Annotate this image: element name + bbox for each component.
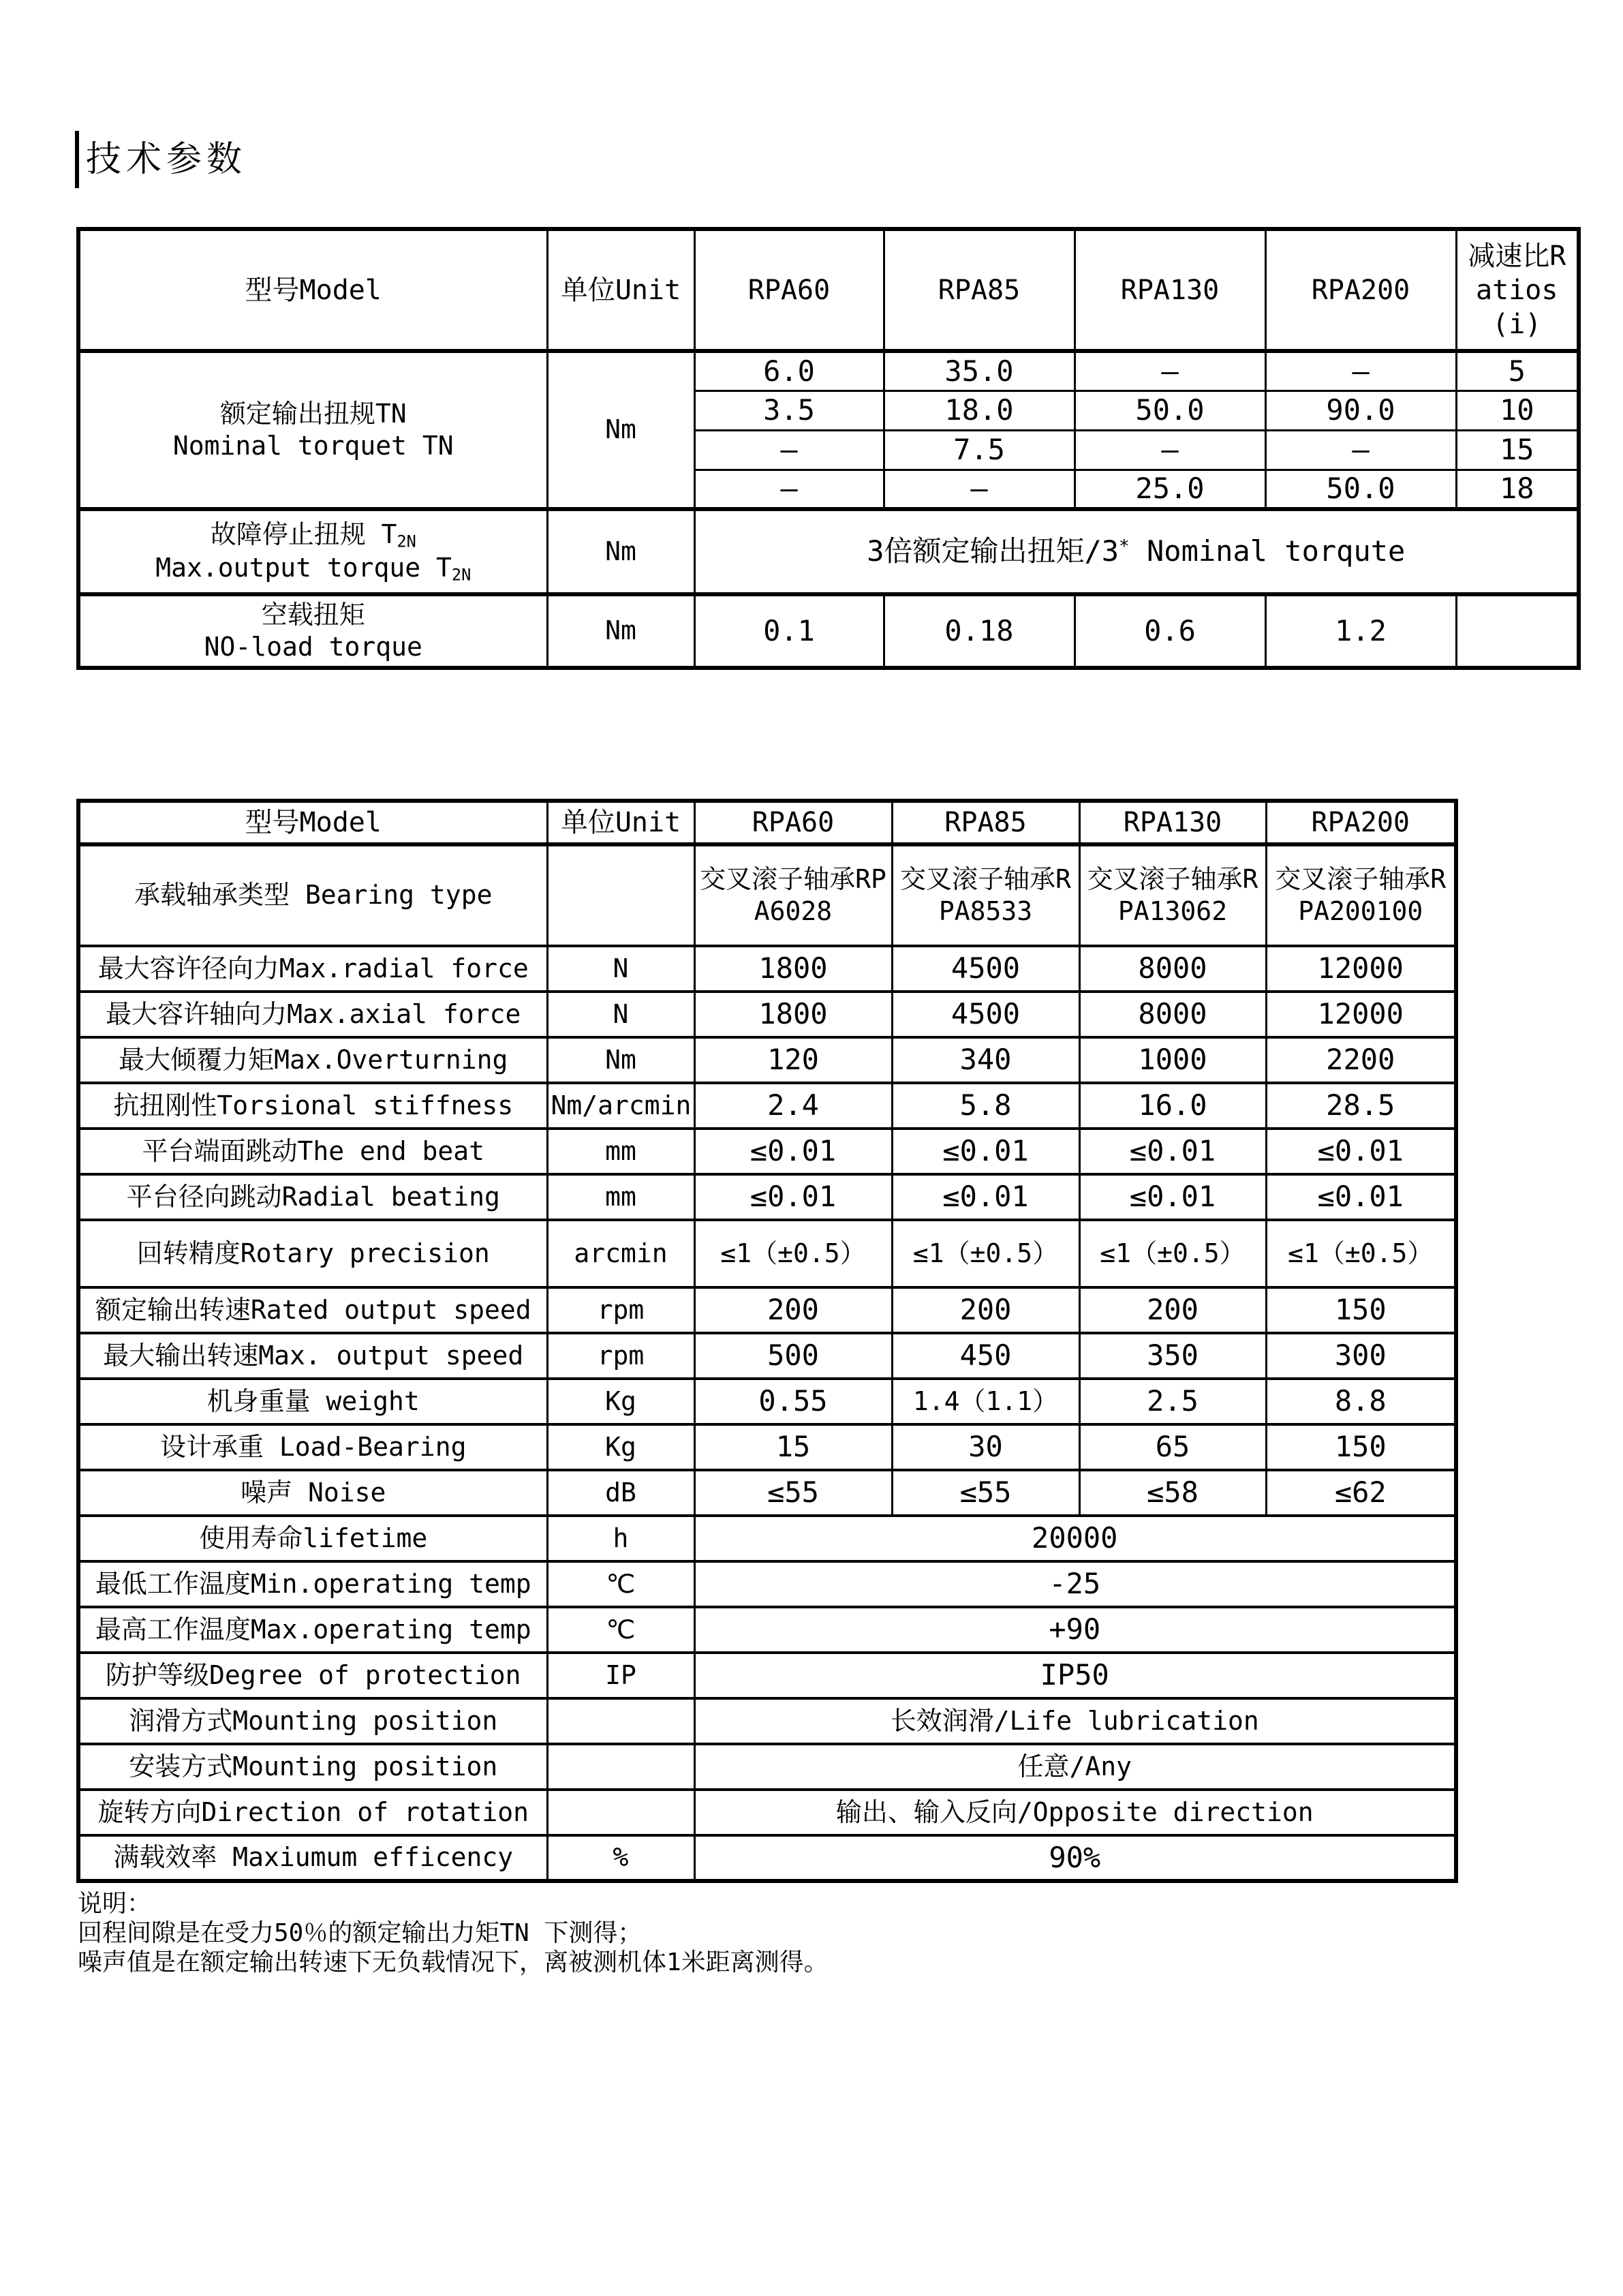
value-cell: 300 bbox=[1266, 1333, 1456, 1379]
ratio-cell: 15 bbox=[1456, 430, 1579, 470]
row-noise bbox=[78, 1470, 1456, 1516]
value-cell: ≤1（±0.5） bbox=[1079, 1220, 1266, 1287]
header-rpa60: RPA60 bbox=[694, 229, 884, 351]
row-lifetime bbox=[78, 1516, 1456, 1561]
value-cell: 0.1 bbox=[694, 594, 884, 668]
no-load-torque-unit: Nm bbox=[547, 594, 694, 668]
row-torsional-stiffness bbox=[78, 1083, 1456, 1129]
span-value-cell: 任意/Any bbox=[694, 1744, 1456, 1790]
no-load-torque-label-en: NO-load torque bbox=[204, 632, 422, 662]
value-cell: 150 bbox=[1266, 1287, 1456, 1333]
value-cell: 28.5 bbox=[1266, 1083, 1456, 1129]
value-cell: — bbox=[1265, 351, 1456, 391]
no-load-torque-row bbox=[78, 594, 1579, 668]
value-cell: 6.0 bbox=[694, 351, 884, 391]
value-cell: 7.5 bbox=[884, 430, 1075, 470]
row-label: 平台径向跳动Radial beating bbox=[78, 1174, 547, 1220]
value-cell: 2200 bbox=[1266, 1037, 1456, 1083]
row-label: 安装方式Mounting position bbox=[78, 1744, 547, 1790]
span-value-cell: 长效润滑/Life lubrication bbox=[694, 1698, 1456, 1744]
header-rpa130: RPA130 bbox=[1079, 801, 1266, 844]
value-cell: 8000 bbox=[1079, 946, 1266, 992]
row-unit: dB bbox=[547, 1470, 694, 1516]
value-cell: 5.8 bbox=[892, 1083, 1079, 1129]
row-unit bbox=[547, 1698, 694, 1744]
ratio-cell: 5 bbox=[1456, 351, 1579, 391]
row-weight bbox=[78, 1379, 1456, 1424]
row-label: 噪声 Noise bbox=[78, 1470, 547, 1516]
row-unit: rpm bbox=[547, 1333, 694, 1379]
value-cell: ≤0.01 bbox=[892, 1174, 1079, 1220]
value-cell: 交叉滚子轴承RPA13062 bbox=[1079, 844, 1266, 946]
max-output-torque-row bbox=[78, 509, 1579, 594]
row-mounting-position bbox=[78, 1744, 1456, 1790]
nominal-torque-label-en: Nominal torquet TN bbox=[172, 431, 454, 461]
value-cell: — bbox=[884, 470, 1075, 509]
value-cell: 4500 bbox=[892, 946, 1079, 992]
nominal-torque-row-1 bbox=[78, 351, 1579, 391]
value-cell: 交叉滚子轴承RPA200100 bbox=[1266, 844, 1456, 946]
header-rpa85: RPA85 bbox=[892, 801, 1079, 844]
value-cell: 12000 bbox=[1266, 946, 1456, 992]
row-end-beat bbox=[78, 1129, 1456, 1174]
row-lubrication bbox=[78, 1698, 1456, 1744]
header-model: 型号Model bbox=[78, 229, 547, 351]
row-unit bbox=[547, 1744, 694, 1790]
row-unit: Kg bbox=[547, 1424, 694, 1470]
row-unit: N bbox=[547, 946, 694, 992]
row-label: 最大容许轴向力Max.axial force bbox=[78, 992, 547, 1037]
value-cell: 1800 bbox=[694, 992, 892, 1037]
header-unit: 单位Unit bbox=[547, 229, 694, 351]
value-cell: 150 bbox=[1266, 1424, 1456, 1470]
row-label: 机身重量 weight bbox=[78, 1379, 547, 1424]
span-value-cell: 90% bbox=[694, 1835, 1456, 1881]
value-cell: 15 bbox=[694, 1424, 892, 1470]
value-cell: 200 bbox=[892, 1287, 1079, 1333]
row-unit: IP bbox=[547, 1653, 694, 1698]
row-degree-of-protection bbox=[78, 1653, 1456, 1698]
nominal-torque-label-cn: 额定输出扭规TN bbox=[219, 398, 407, 429]
row-label: 承载轴承类型 Bearing type bbox=[78, 844, 547, 946]
row-label: 使用寿命lifetime bbox=[78, 1516, 547, 1561]
footnote-heading: 说明： bbox=[78, 1890, 152, 1918]
header-rpa85: RPA85 bbox=[884, 229, 1075, 351]
row-unit: h bbox=[547, 1516, 694, 1561]
header-rpa60: RPA60 bbox=[694, 801, 892, 844]
row-label: 满载效率 Maxiumum efficency bbox=[78, 1835, 547, 1881]
row-unit: % bbox=[547, 1835, 694, 1881]
row-unit: mm bbox=[547, 1129, 694, 1174]
row-unit: ℃ bbox=[547, 1607, 694, 1653]
footnote-line: 回程间隙是在受力50％的额定输出力矩TN 下测得； bbox=[78, 1919, 643, 1947]
span-value-cell: 20000 bbox=[694, 1516, 1456, 1561]
parameter-table-header-row bbox=[78, 801, 1456, 844]
row-label: 最低工作温度Min.operating temp bbox=[78, 1561, 547, 1607]
row-label: 最大输出转速Max. output speed bbox=[78, 1333, 547, 1379]
value-cell: 交叉滚子轴承RPA6028 bbox=[694, 844, 892, 946]
value-cell: ≤62 bbox=[1266, 1470, 1456, 1516]
value-cell: — bbox=[1075, 351, 1265, 391]
row-unit: rpm bbox=[547, 1287, 694, 1333]
value-cell: 0.55 bbox=[694, 1379, 892, 1424]
row-label: 平台端面跳动The end beat bbox=[78, 1129, 547, 1174]
value-cell: — bbox=[694, 470, 884, 509]
span-value-cell: +90 bbox=[694, 1607, 1456, 1653]
value-cell: 65 bbox=[1079, 1424, 1266, 1470]
header-rpa200: RPA200 bbox=[1266, 801, 1456, 844]
value-cell: ≤0.01 bbox=[1079, 1129, 1266, 1174]
row-radial-beating bbox=[78, 1174, 1456, 1220]
nominal-torque-unit: Nm bbox=[547, 351, 694, 509]
value-cell: 350 bbox=[1079, 1333, 1266, 1379]
row-unit: N bbox=[547, 992, 694, 1037]
row-label: 最大倾覆力矩Max.Overturning bbox=[78, 1037, 547, 1083]
value-cell: ≤0.01 bbox=[1266, 1174, 1456, 1220]
row-label: 设计承重 Load-Bearing bbox=[78, 1424, 547, 1470]
row-label: 防护等级Degree of protection bbox=[78, 1653, 547, 1698]
value-cell: 120 bbox=[694, 1037, 892, 1083]
value-cell: ≤55 bbox=[892, 1470, 1079, 1516]
row-label: 旋转方向Direction of rotation bbox=[78, 1790, 547, 1835]
ratio-cell: 10 bbox=[1456, 391, 1579, 430]
ratio-cell: 18 bbox=[1456, 470, 1579, 509]
row-unit: ℃ bbox=[547, 1561, 694, 1607]
row-unit: mm bbox=[547, 1174, 694, 1220]
value-cell: 50.0 bbox=[1265, 470, 1456, 509]
value-cell: ≤1（±0.5） bbox=[892, 1220, 1079, 1287]
row-unit: Nm/arcmin bbox=[547, 1083, 694, 1129]
value-cell: 30 bbox=[892, 1424, 1079, 1470]
value-cell: 2.4 bbox=[694, 1083, 892, 1129]
footnote-line: 噪声值是在额定输出转速下无负载情况下，离被测机体1米距离测得。 bbox=[78, 1948, 829, 1976]
torque-spec-table bbox=[76, 227, 1581, 670]
ratio-cell-empty bbox=[1456, 594, 1579, 668]
row-max-axial-force bbox=[78, 992, 1456, 1037]
torque-table-header-row bbox=[78, 229, 1579, 351]
row-unit: arcmin bbox=[547, 1220, 694, 1287]
value-cell: 90.0 bbox=[1265, 391, 1456, 430]
value-cell: 200 bbox=[694, 1287, 892, 1333]
row-unit bbox=[547, 844, 694, 946]
row-min-operating-temp bbox=[78, 1561, 1456, 1607]
row-max-efficiency bbox=[78, 1835, 1456, 1881]
value-cell: 50.0 bbox=[1075, 391, 1265, 430]
value-cell: ≤1（±0.5） bbox=[1266, 1220, 1456, 1287]
value-cell: 8.8 bbox=[1266, 1379, 1456, 1424]
value-cell: ≤0.01 bbox=[694, 1129, 892, 1174]
row-load-bearing bbox=[78, 1424, 1456, 1470]
value-cell: 1000 bbox=[1079, 1037, 1266, 1083]
row-rated-output-speed bbox=[78, 1287, 1456, 1333]
row-unit: Kg bbox=[547, 1379, 694, 1424]
header-unit: 单位Unit bbox=[547, 801, 694, 844]
value-cell: 18.0 bbox=[884, 391, 1075, 430]
header-model: 型号Model bbox=[78, 801, 547, 844]
row-max-output-speed bbox=[78, 1333, 1456, 1379]
row-label: 额定输出转速Rated output speed bbox=[78, 1287, 547, 1333]
span-value-cell: IP50 bbox=[694, 1653, 1456, 1698]
max-output-torque-label bbox=[78, 509, 547, 594]
row-bearing-type bbox=[78, 844, 1456, 946]
value-cell: ≤55 bbox=[694, 1470, 892, 1516]
header-rpa200: RPA200 bbox=[1265, 229, 1456, 351]
value-cell: — bbox=[1265, 430, 1456, 470]
row-direction-of-rotation bbox=[78, 1790, 1456, 1835]
max-output-torque-unit: Nm bbox=[547, 509, 694, 594]
value-cell: 交叉滚子轴承RPA8533 bbox=[892, 844, 1079, 946]
value-cell: 200 bbox=[1079, 1287, 1266, 1333]
value-cell: ≤0.01 bbox=[694, 1174, 892, 1220]
max-output-torque-label-en: Max.output torque $T_{2N}$ bbox=[155, 552, 472, 584]
nominal-torque-label bbox=[78, 351, 547, 509]
value-cell: 500 bbox=[694, 1333, 892, 1379]
value-cell: ≤0.01 bbox=[892, 1129, 1079, 1174]
value-cell: 8000 bbox=[1079, 992, 1266, 1037]
value-cell: 16.0 bbox=[1079, 1083, 1266, 1129]
value-cell: 1.2 bbox=[1265, 594, 1456, 668]
value-cell: 0.6 bbox=[1075, 594, 1265, 668]
value-cell: ≤58 bbox=[1079, 1470, 1266, 1516]
page-title: 技术参数 bbox=[75, 131, 247, 188]
parameter-spec-table bbox=[76, 799, 1458, 1883]
span-value-cell: 输出、输入反向/Opposite direction bbox=[694, 1790, 1456, 1835]
row-max-operating-temp bbox=[78, 1607, 1456, 1653]
row-label: 最高工作温度Max.operating temp bbox=[78, 1607, 547, 1653]
row-max-radial-force bbox=[78, 946, 1456, 992]
no-load-torque-label-cn: 空载扭矩 bbox=[261, 599, 365, 630]
value-cell: ≤0.01 bbox=[1079, 1174, 1266, 1220]
value-cell: 12000 bbox=[1266, 992, 1456, 1037]
header-rpa130: RPA130 bbox=[1075, 229, 1265, 351]
value-cell: 1800 bbox=[694, 946, 892, 992]
value-cell: 0.18 bbox=[884, 594, 1075, 668]
value-cell: 1.4（1.1） bbox=[892, 1379, 1079, 1424]
row-label: 最大容许径向力Max.radial force bbox=[78, 946, 547, 992]
footnotes bbox=[78, 1889, 829, 1977]
span-value-cell: -25 bbox=[694, 1561, 1456, 1607]
value-cell: — bbox=[1075, 430, 1265, 470]
row-label: 润滑方式Mounting position bbox=[78, 1698, 547, 1744]
max-output-torque-label-cn: 故障停止扭规 $T_{2N}$ bbox=[210, 519, 416, 551]
no-load-torque-label bbox=[78, 594, 547, 668]
row-rotary-precision bbox=[78, 1220, 1456, 1287]
header-ratios: 减速比Ratios(i) bbox=[1456, 229, 1579, 351]
max-output-torque-value: 3倍额定输出扭矩/3* Nominal torqute bbox=[694, 509, 1579, 594]
row-max-overturning bbox=[78, 1037, 1456, 1083]
row-unit: Nm bbox=[547, 1037, 694, 1083]
row-label: 回转精度Rotary precision bbox=[78, 1220, 547, 1287]
value-cell: 3.5 bbox=[694, 391, 884, 430]
value-cell: — bbox=[694, 430, 884, 470]
value-cell: ≤1（±0.5） bbox=[694, 1220, 892, 1287]
row-unit bbox=[547, 1790, 694, 1835]
value-cell: 35.0 bbox=[884, 351, 1075, 391]
value-cell: ≤0.01 bbox=[1266, 1129, 1456, 1174]
value-cell: 2.5 bbox=[1079, 1379, 1266, 1424]
value-cell: 4500 bbox=[892, 992, 1079, 1037]
value-cell: 340 bbox=[892, 1037, 1079, 1083]
row-label: 抗扭刚性Torsional stiffness bbox=[78, 1083, 547, 1129]
value-cell: 25.0 bbox=[1075, 470, 1265, 509]
value-cell: 450 bbox=[892, 1333, 1079, 1379]
